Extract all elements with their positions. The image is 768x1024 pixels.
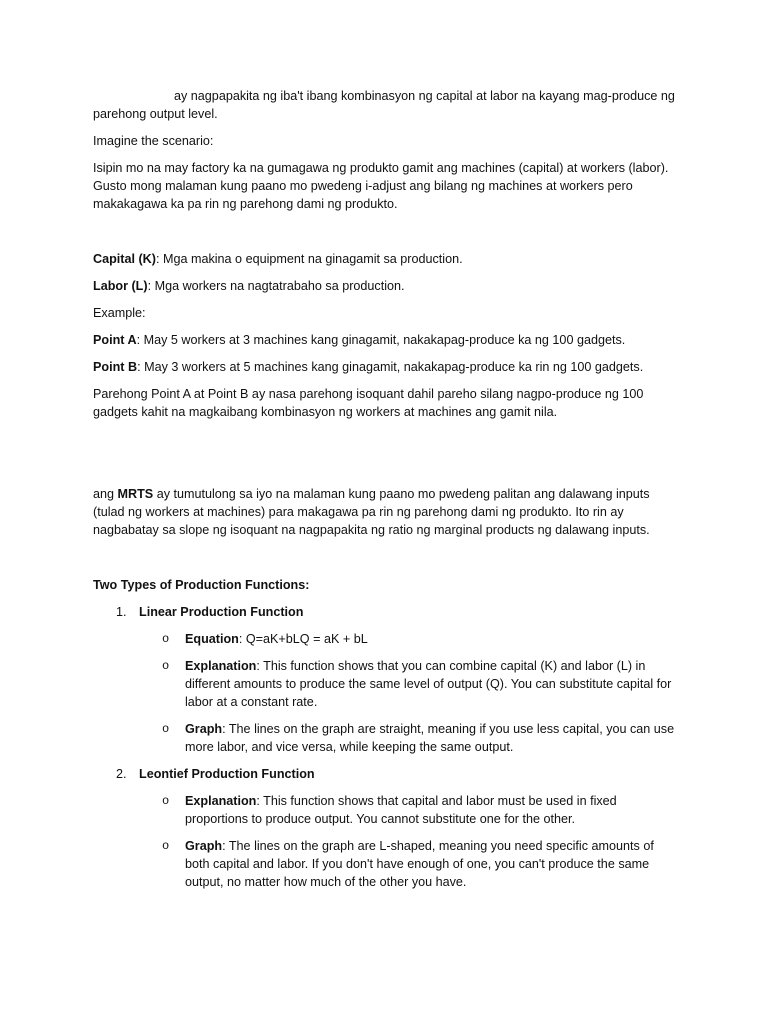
point-a bbox=[93, 331, 678, 349]
capital-term: Capital (K) bbox=[93, 252, 156, 266]
mrts-text: ay tumutulong sa iyo na malaman kung paano mo pwedeng palitan ang dalawang inputs (tulad ng workers at machines) para makagawa pa rin ng parehong dami ng produkto. Ito rin ay nagbabatay sa slope ng isoquant na nagpapakita ng ratio ng marginal products ng dalawang inputs. bbox=[93, 487, 650, 537]
explanation-term: Explanation bbox=[185, 659, 257, 673]
example-label: Example: bbox=[93, 306, 146, 320]
explanation-text: : This function shows that you can combine capital (K) and labor (L) in different amounts to produce the same level of output (Q). You can substitute capital for labor at a constant rate. bbox=[185, 659, 672, 709]
bullet-icon: o bbox=[162, 659, 170, 673]
imagine-line: Imagine the scenario: bbox=[93, 134, 214, 148]
graph-text: : The lines on the graph are L-shaped, meaning you need specific amounts of both capital and labor. If you don't have enough of one, you can't produce the same output, no matter how much of the other you have. bbox=[185, 839, 654, 889]
point-a-text: : May 5 workers at 3 machines kang ginagamit, nakakapag-produce ka ng 100 gadgets. bbox=[136, 333, 626, 347]
capital-definition bbox=[93, 250, 678, 268]
list-number: 1. bbox=[116, 605, 127, 619]
linear-graph-item bbox=[93, 720, 678, 756]
equation-term: Equation bbox=[185, 632, 239, 646]
intro-paragraph: ay nagpapakita ng iba't ibang kombinasyon ng capital at labor na kayang mag-produce ng parehong output level. bbox=[93, 89, 675, 121]
point-b bbox=[93, 358, 678, 376]
graph-term: Graph bbox=[185, 722, 223, 736]
explanation-text: : This function shows that capital and labor must be used in fixed proportions to produce output. You cannot substitute one for the other. bbox=[185, 794, 617, 826]
bullet-icon: o bbox=[162, 632, 170, 646]
document-body bbox=[93, 87, 678, 900]
point-b-text: : May 3 workers at 5 machines kang ginagamit, nakakapag-produce ka rin ng 100 gadgets. bbox=[137, 360, 644, 374]
explanation-term: Explanation bbox=[185, 794, 257, 808]
leontief-title: Leontief Production Function bbox=[139, 767, 315, 781]
graph-term: Graph bbox=[185, 839, 223, 853]
scenario-paragraph: Isipin mo na may factory ka na gumagawa ng produkto gamit ang machines (capital) at workers (labor). Gusto mong malaman kung paano mo pwedeng i-adjust ang bilang ng machines at workers pero makakagawa ka pa rin ng parehong dami ng produkto. bbox=[93, 161, 669, 211]
equation-text: : Q=aK+bLQ = aK + bL bbox=[238, 632, 368, 646]
same-isoquant-paragraph: Parehong Point A at Point B ay nasa parehong isoquant dahil pareho silang nagpo-produce ng 100 gadgets kahit na magkaibang kombinasyon ng workers at machines ang gamit nila. bbox=[93, 387, 644, 419]
spacer bbox=[93, 548, 678, 576]
bullet-icon: o bbox=[162, 722, 170, 736]
bullet-icon: o bbox=[162, 794, 170, 808]
point-a-term: Point A bbox=[93, 333, 137, 347]
list-item-linear bbox=[93, 603, 678, 621]
mrts-term: MRTS bbox=[117, 487, 154, 501]
types-heading bbox=[93, 576, 678, 594]
linear-equation-item bbox=[93, 630, 678, 648]
labor-term: Labor (L) bbox=[93, 279, 148, 293]
leontief-graph-item bbox=[93, 837, 678, 891]
bullet-icon: o bbox=[162, 839, 170, 853]
mrts-pre: ang bbox=[93, 487, 118, 501]
point-b-term: Point B bbox=[93, 360, 138, 374]
mrts-paragraph bbox=[93, 485, 678, 539]
spacer bbox=[93, 430, 678, 485]
leontief-explanation-item bbox=[93, 792, 678, 828]
list-item-leontief bbox=[93, 765, 678, 783]
spacer bbox=[93, 222, 678, 250]
labor-text: : Mga workers na nagtatrabaho sa production. bbox=[147, 279, 405, 293]
linear-title: Linear Production Function bbox=[139, 605, 304, 619]
list-number: 2. bbox=[116, 767, 127, 781]
graph-text: : The lines on the graph are straight, meaning if you use less capital, you can use more labor, and vice versa, while keeping the same output. bbox=[185, 722, 675, 754]
capital-text: : Mga makina o equipment na ginagamit sa production. bbox=[155, 252, 463, 266]
types-heading-text: Two Types of Production Functions: bbox=[93, 578, 310, 592]
linear-explanation-item bbox=[93, 657, 678, 711]
labor-definition bbox=[93, 277, 678, 295]
